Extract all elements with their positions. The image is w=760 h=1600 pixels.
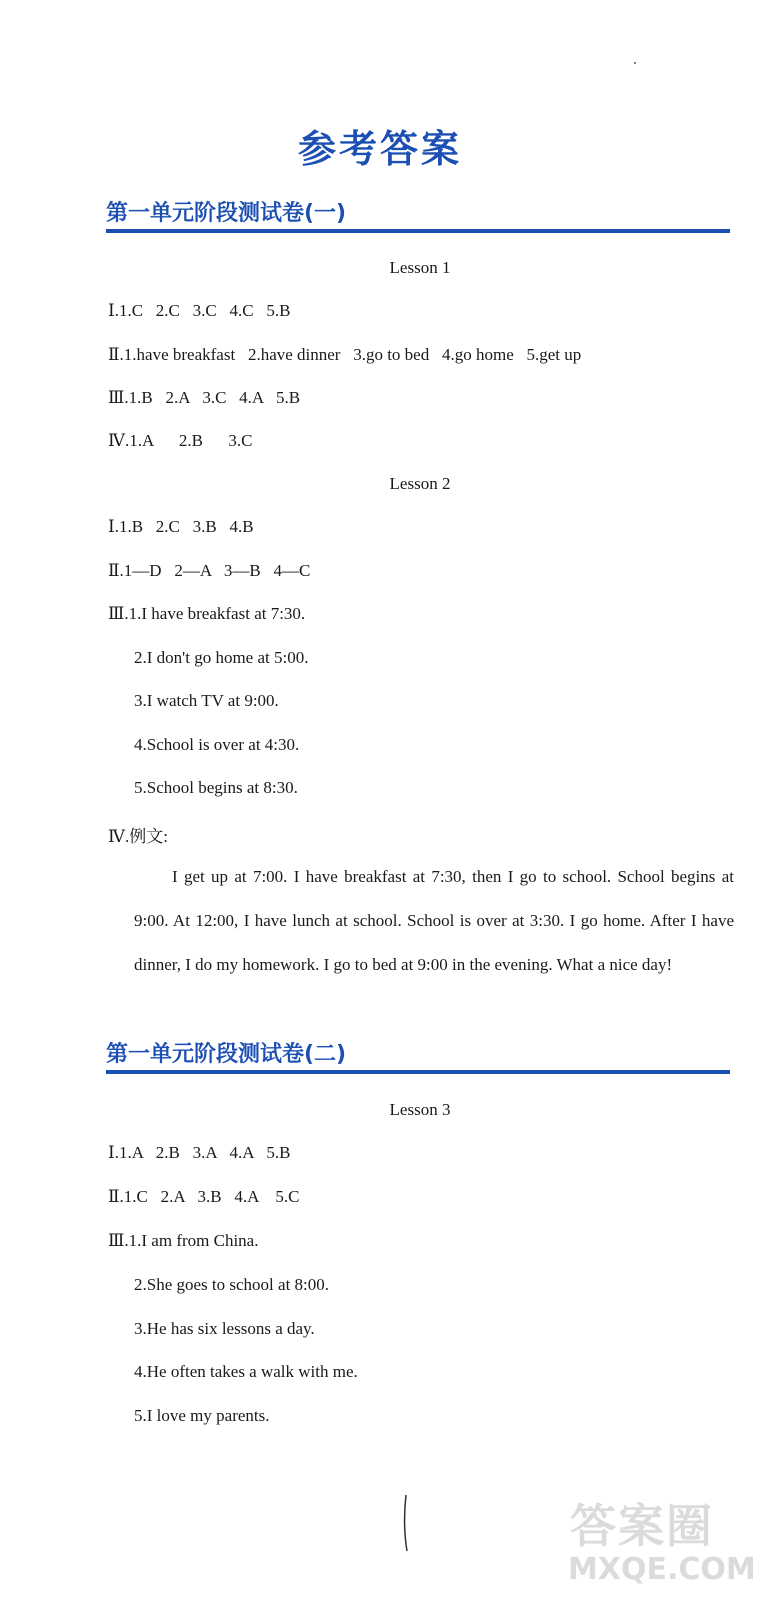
answer-line: Ⅰ.1.A 2.B 3.A 4.A 5.B: [108, 1143, 291, 1162]
watermark-logo: [560, 1490, 756, 1595]
answer-subline: 3.I watch TV at 9:00.: [134, 691, 279, 710]
answer-subline: 5.I love my parents.: [134, 1406, 270, 1425]
answer-line: Ⅳ.1.A 2.B 3.C: [108, 431, 253, 450]
lesson-title-3: Lesson 3: [389, 1100, 451, 1119]
essay-label: Ⅳ.例文:: [108, 827, 168, 846]
answer-subline: 4.School is over at 4:30.: [134, 735, 300, 754]
answer-line: Ⅲ.1.I have breakfast at 7:30.: [108, 604, 306, 623]
watermark-url: MXQE.COM: [568, 1552, 756, 1587]
answer-line: Ⅱ.1—D 2—A 3—B 4—C: [108, 561, 311, 580]
answer-line: Ⅱ.1.C 2.A 3.B 4.A 5.C: [108, 1187, 300, 1206]
section-header-2: 第一单元阶段测试卷(二): [106, 1041, 730, 1074]
pen-stroke: [403, 1493, 409, 1553]
answer-subline: 5.School begins at 8:30.: [134, 778, 298, 797]
watermark-chars: 答案圈: [570, 1499, 714, 1553]
scan-speck: [634, 62, 636, 64]
page-title: 参考答案: [297, 127, 462, 171]
section-header-1: 第一单元阶段测试卷(一): [106, 200, 730, 233]
lesson-title-2: Lesson 2: [389, 474, 451, 493]
essay-text: I get up at 7:00. I have breakfast at 7:30, then I go to school. School begins at 9:00. At 12:00, I have lunch at school. School is over at 3:30. I go home. After I have dinner, I do my homework. I go to bed at 9:00 in the evening. What a nice day!: [134, 867, 734, 974]
answer-line: Ⅰ.1.C 2.C 3.C 4.C 5.B: [108, 301, 291, 320]
answer-line: Ⅱ.1.have breakfast 2.have dinner 3.go to bed 4.go home 5.get up: [108, 345, 582, 364]
answer-line: Ⅰ.1.B 2.C 3.B 4.B: [108, 517, 254, 536]
answer-line: Ⅲ.1.I am from China.: [108, 1231, 259, 1250]
answer-subline: 3.He has six lessons a day.: [134, 1319, 315, 1338]
answer-line: Ⅲ.1.B 2.A 3.C 4.A 5.B: [108, 388, 301, 407]
answer-subline: 4.He often takes a walk with me.: [134, 1362, 358, 1381]
lesson-title-1: Lesson 1: [389, 258, 451, 277]
answer-subline: 2.She goes to school at 8:00.: [134, 1275, 330, 1294]
answer-subline: 2.I don't go home at 5:00.: [134, 648, 309, 667]
